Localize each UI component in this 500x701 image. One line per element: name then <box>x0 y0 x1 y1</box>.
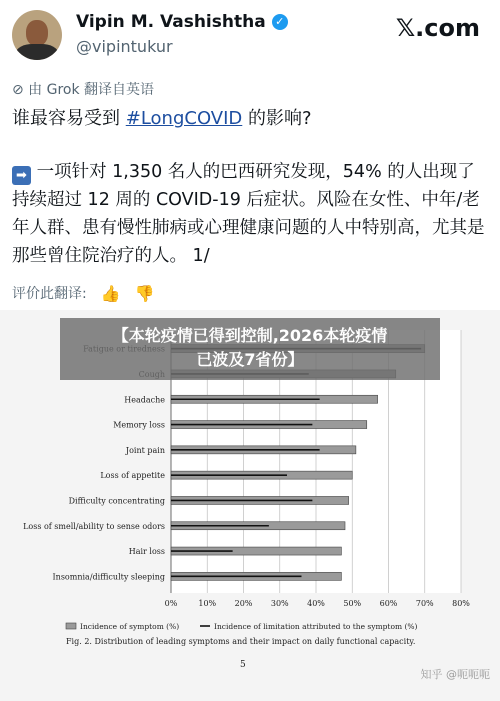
category-label: Hair loss <box>128 547 165 557</box>
x-tick-label: 10% <box>198 599 217 608</box>
question-suffix: 的影响? <box>248 108 312 129</box>
news-banner[interactable] <box>60 318 440 380</box>
tweet-card <box>0 0 500 310</box>
verified-badge-icon: ✓ <box>272 14 288 30</box>
category-label: Difficulty concentrating <box>68 496 165 506</box>
x-tick-label: 50% <box>343 599 362 608</box>
author-avatar[interactable] <box>12 10 62 60</box>
x-tick-label: 30% <box>270 599 289 608</box>
thumbs-up-icon[interactable]: 👍 <box>100 283 121 303</box>
rate-translation-row <box>12 283 155 303</box>
x-tick-label: 80% <box>452 599 470 608</box>
figure-caption: Fig. 2. Distribution of leading symptoms and their impact on daily functional capacity. <box>66 637 416 646</box>
tweet-question <box>12 104 312 130</box>
x-tick-label: 20% <box>234 599 253 608</box>
banner-line-1: 【本轮疫情已得到控制,2026本轮疫情 <box>112 326 388 345</box>
thumbs-down-icon[interactable]: 👎 <box>134 283 155 303</box>
right-arrow-icon: ➡ <box>12 166 31 185</box>
x-tick-label: 40% <box>307 599 325 608</box>
x-logo-icon: 𝕏.com <box>395 14 480 42</box>
avatar-suit <box>16 44 58 60</box>
page-number: 5 <box>240 660 246 670</box>
tweet-body-text: 一项针对 1,350 名人的巴西研究发现，54% 的人出现了持续超过 12 周的 COVID-19 后症状。风险在女性、中年/老年人群、患有慢性肺病或心理健康问题的人中特别高，尤其是那些曾住院治疗的人。 1/ <box>12 162 485 266</box>
tweet-body <box>12 158 490 270</box>
legend-label-incidence: Incidence of symptom (%) <box>80 622 180 631</box>
category-label: Memory loss <box>113 420 165 430</box>
x-tick-label: 70% <box>415 599 434 608</box>
legend-label-limitation: Incidence of limitation attributed to the symptom (%) <box>214 622 418 631</box>
x-tick-label: 60% <box>379 599 398 608</box>
zhihu-watermark: 知乎 @呃呃呃 <box>420 668 490 681</box>
rate-translation-label: 评价此翻译: <box>12 286 87 302</box>
category-label: Loss of smell/ability to sense odors <box>23 521 165 531</box>
category-label: Loss of appetite <box>100 471 165 481</box>
category-label: Insomnia/difficulty sleeping <box>52 572 165 582</box>
avatar-face <box>26 20 48 46</box>
author-name[interactable]: Vipin M. Vashishtha <box>76 12 266 32</box>
hashtag-link[interactable]: #LongCOVID <box>125 108 243 129</box>
translated-by-label: ⊘ 由 Grok 翻译自英语 <box>12 82 155 98</box>
banner-line-2: 已波及7省份】 <box>196 350 304 369</box>
author-handle[interactable]: @vipintukur <box>76 37 173 56</box>
legend-bar-swatch <box>66 623 76 629</box>
author-name-row <box>76 12 288 32</box>
category-label: Headache <box>124 395 165 405</box>
category-label: Joint pain <box>125 445 165 455</box>
x-tick-label: 0% <box>164 599 178 608</box>
news-banner-text <box>60 324 440 372</box>
question-prefix: 谁最容易受到 <box>12 108 120 129</box>
